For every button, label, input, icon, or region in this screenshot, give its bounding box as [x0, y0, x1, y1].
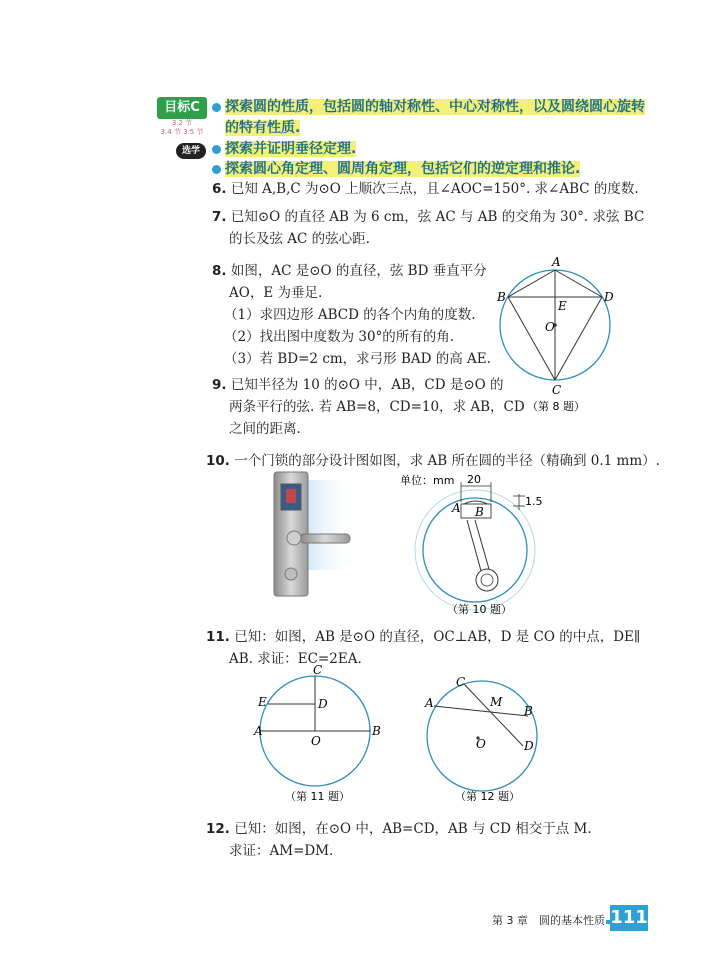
goal-sections: 3.2 节 3.4 节 3.5 节 [160, 119, 204, 136]
goal-item-1-cont: 的特有性质. [225, 120, 301, 136]
fig8-label-e: E [558, 299, 567, 313]
fig12-label-a: A [425, 696, 434, 710]
fig12-label-m: M [490, 695, 503, 709]
question-12-cont: 求证：AM=DM. [229, 843, 334, 859]
question-8-sub2: （2）找出图中度数为 30°的所有的角. [224, 329, 455, 345]
bullet-icon [212, 103, 221, 112]
fig11-label-a: A [254, 724, 263, 738]
fig10-dim-1-5: 1.5 [525, 495, 543, 508]
figure-10 [395, 470, 545, 615]
goal-item-2: 探索并证明垂径定理. [212, 138, 356, 158]
question-7: 7. 已知⊙O 的直径 AB 为 6 cm，弦 AC 与 AB 的交角为 30°. 求弦 BC [212, 209, 645, 225]
fig12-label-b: B [524, 704, 533, 718]
elective-badge: 选学 [176, 143, 206, 159]
fig10-label-a: A [452, 501, 461, 515]
fig10-unit: 单位：mm [400, 474, 455, 487]
footer-chapter: 第 3 章 圆的基本性质 [492, 914, 605, 927]
fig10-caption: （第 10 题） [447, 603, 512, 616]
fig10-label-b: B [475, 505, 484, 519]
fig12-label-o: O [476, 737, 486, 751]
question-8-cont: AO，E 为垂足. [229, 285, 323, 301]
goal-item-3: 探索圆心角定理、圆周角定理，包括它们的逆定理和推论. [212, 158, 580, 178]
goal-item-1: 探索圆的性质，包括圆的轴对称性、中心对称性，以及圆绕圆心旋转 [212, 96, 645, 116]
question-7-cont: 的长及弦 AC 的弦心距. [229, 231, 370, 247]
question-9-cont: 两条平行的弦. 若 AB=8，CD=10，求 AB，CD [229, 399, 525, 415]
page-number: 111 [610, 905, 648, 931]
fig8-label-b: B [497, 290, 506, 304]
fig11-caption: （第 11 题） [285, 790, 350, 803]
question-11: 11. 已知：如图，AB 是⊙O 的直径，OC⊥AB，D 是 CO 的中点，DE∥ [206, 629, 641, 645]
goal-badge: 目标C [157, 97, 207, 119]
fig12-label-d: D [524, 739, 534, 753]
question-12: 12. 已知：如图，在⊙O 中，AB=CD，AB 与 CD 相交于点 M. [206, 821, 592, 837]
bullet-icon [212, 145, 221, 154]
fig11-label-o: O [311, 734, 321, 748]
fig8-label-a: A [552, 255, 561, 269]
fig11-label-c: C [313, 663, 323, 677]
question-8: 8. 如图，AC 是⊙O 的直径，弦 BD 垂直平分 [212, 263, 487, 279]
door-lock-image [262, 470, 362, 600]
fig11-label-b: B [372, 724, 381, 738]
fig10-dim-20: 20 [467, 473, 481, 486]
fig12-label-c: C [456, 675, 466, 689]
fig8-caption: （第 8 题） [527, 400, 585, 413]
bullet-icon [212, 165, 221, 174]
question-10: 10. 一个门锁的部分设计图如图，求 AB 所在圆的半径（精确到 0.1 mm）. [206, 453, 660, 469]
figure-8 [495, 255, 625, 415]
figure-12 [420, 668, 560, 808]
fig8-label-c: C [552, 383, 562, 397]
question-6: 6. 已知 A,B,C 为⊙O 上顺次三点，且∠AOC=150°. 求∠ABC 的度数. [212, 181, 639, 197]
fig8-label-d: D [604, 290, 614, 304]
question-11-cont: AB. 求证：EC=2EA. [229, 651, 362, 667]
fig11-label-e: E [258, 695, 267, 709]
question-8-sub1: （1）求四边形 ABCD 的各个内角的度数. [224, 307, 476, 323]
figure-11 [254, 663, 385, 808]
question-9: 9. 已知半径为 10 的⊙O 中，AB，CD 是⊙O 的 [212, 377, 504, 393]
fig11-label-d: D [318, 697, 328, 711]
question-8-sub3: （3）若 BD=2 cm，求弓形 BAD 的高 AE. [224, 351, 491, 367]
fig12-caption: （第 12 题） [455, 790, 520, 803]
fig8-label-o: O [545, 320, 555, 334]
question-9-cont2: 之间的距离. [229, 421, 301, 437]
